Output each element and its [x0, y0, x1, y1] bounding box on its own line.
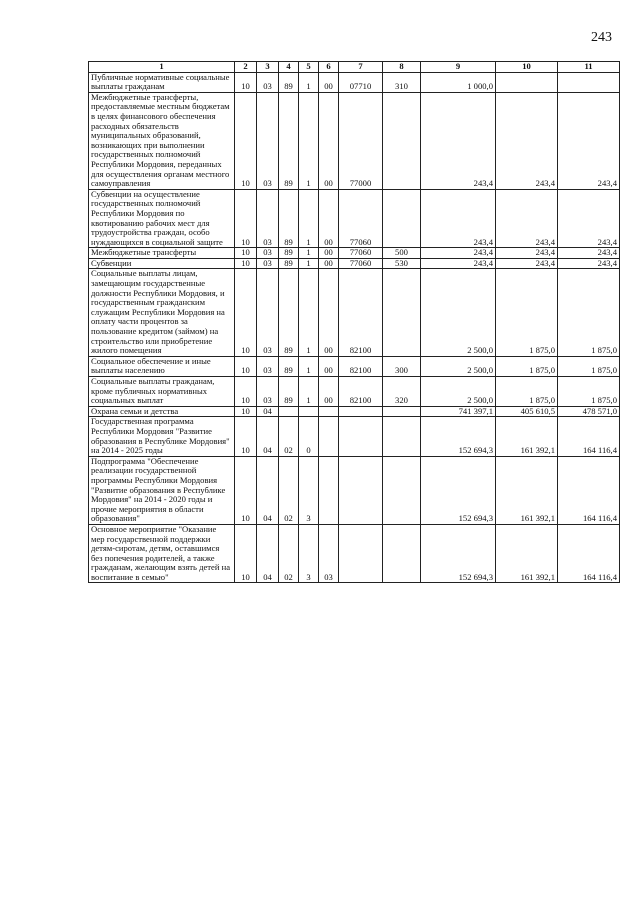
row-cell-col-11: 243,4 [558, 258, 620, 269]
row-name: Публичные нормативные социальные выплаты гражданам [89, 72, 235, 92]
row-cell-col-4: 89 [279, 269, 299, 356]
row-cell-col-9: 152 694,3 [421, 456, 496, 524]
page-number: 243 [591, 30, 612, 45]
row-cell-col-10: 161 392,1 [496, 417, 558, 456]
row-cell-col-3: 03 [257, 92, 279, 189]
row-cell-col-5: 1 [299, 248, 319, 259]
row-cell-col-5: 1 [299, 189, 319, 248]
row-cell-col-4: 89 [279, 92, 299, 189]
row-cell-col-2: 10 [235, 417, 257, 456]
row-cell-col-11: 1 875,0 [558, 269, 620, 356]
row-cell-col-5: 1 [299, 72, 319, 92]
header-cell: 1 [89, 62, 235, 73]
row-cell-col-10: 243,4 [496, 189, 558, 248]
row-cell-col-3: 03 [257, 189, 279, 248]
row-cell-col-3: 03 [257, 258, 279, 269]
row-cell-col-7 [339, 456, 383, 524]
row-name: Субвенции на осуществление государственных полномочий Республики Мордовия по квотированию рабочих мест для трудоустройства граждан, особо нуждающихся в социальной защите [89, 189, 235, 248]
row-cell-col-7: 77060 [339, 189, 383, 248]
row-cell-col-6: 00 [319, 92, 339, 189]
row-cell-col-10: 243,4 [496, 92, 558, 189]
row-cell-col-5: 3 [299, 524, 319, 583]
row-cell-col-3: 03 [257, 356, 279, 376]
row-cell-col-9: 243,4 [421, 92, 496, 189]
row-cell-col-8 [383, 524, 421, 583]
row-cell-col-7: 82100 [339, 269, 383, 356]
row-cell-col-3: 04 [257, 417, 279, 456]
row-cell-col-10: 243,4 [496, 248, 558, 259]
row-cell-col-8: 320 [383, 377, 421, 407]
row-cell-col-3: 04 [257, 406, 279, 417]
row-cell-col-11: 164 116,4 [558, 417, 620, 456]
row-name: Охрана семьи и детства [89, 406, 235, 417]
row-cell-col-2: 10 [235, 72, 257, 92]
row-cell-col-5: 1 [299, 377, 319, 407]
row-cell-col-11: 1 875,0 [558, 377, 620, 407]
row-cell-col-5: 3 [299, 456, 319, 524]
table-row [89, 406, 620, 417]
row-cell-col-2: 10 [235, 92, 257, 189]
row-cell-col-10: 161 392,1 [496, 524, 558, 583]
row-cell-col-11: 478 571,0 [558, 406, 620, 417]
row-cell-col-7: 77060 [339, 248, 383, 259]
row-cell-col-6 [319, 417, 339, 456]
row-name: Социальные выплаты гражданам, кроме публичных нормативных социальных выплат [89, 377, 235, 407]
row-cell-col-4: 89 [279, 189, 299, 248]
row-cell-col-2: 10 [235, 269, 257, 356]
table-row [89, 189, 620, 248]
row-cell-col-9: 1 000,0 [421, 72, 496, 92]
row-cell-col-8: 310 [383, 72, 421, 92]
row-cell-col-9: 243,4 [421, 248, 496, 259]
row-cell-col-4: 89 [279, 258, 299, 269]
row-cell-col-6 [319, 456, 339, 524]
row-cell-col-9: 152 694,3 [421, 524, 496, 583]
table-row [89, 248, 620, 259]
table-row [89, 356, 620, 376]
row-cell-col-10: 405 610,5 [496, 406, 558, 417]
row-cell-col-11 [558, 72, 620, 92]
table-row [89, 92, 620, 189]
table-row [89, 72, 620, 92]
header-cell: 3 [257, 62, 279, 73]
row-cell-col-4: 02 [279, 417, 299, 456]
row-cell-col-7: 82100 [339, 356, 383, 376]
row-cell-col-11: 164 116,4 [558, 524, 620, 583]
row-cell-col-4: 89 [279, 248, 299, 259]
row-cell-col-6: 00 [319, 258, 339, 269]
row-cell-col-2: 10 [235, 258, 257, 269]
row-cell-col-9: 741 397,1 [421, 406, 496, 417]
row-cell-col-3: 03 [257, 248, 279, 259]
header-cell: 7 [339, 62, 383, 73]
row-cell-col-9: 2 500,0 [421, 269, 496, 356]
row-cell-col-8 [383, 189, 421, 248]
row-cell-col-2: 10 [235, 377, 257, 407]
row-cell-col-11: 243,4 [558, 92, 620, 189]
header-cell: 4 [279, 62, 299, 73]
row-name: Основное мероприятие "Оказание мер государственной поддержки детям-сиротам, детям, оставшимся без попечения родителей, а также гражданам, желающим взять детей на воспитание в семью" [89, 524, 235, 583]
row-cell-col-9: 152 694,3 [421, 417, 496, 456]
row-cell-col-8 [383, 417, 421, 456]
header-cell: 6 [319, 62, 339, 73]
header-cell: 2 [235, 62, 257, 73]
header-cell: 10 [496, 62, 558, 73]
row-cell-col-6: 03 [319, 524, 339, 583]
row-cell-col-3: 04 [257, 524, 279, 583]
row-cell-col-6: 00 [319, 269, 339, 356]
row-cell-col-7: 77000 [339, 92, 383, 189]
row-cell-col-11: 1 875,0 [558, 356, 620, 376]
row-cell-col-4: 02 [279, 456, 299, 524]
header-cell: 8 [383, 62, 421, 73]
row-cell-col-6: 00 [319, 72, 339, 92]
row-cell-col-8 [383, 406, 421, 417]
header-cell: 11 [558, 62, 620, 73]
row-cell-col-6: 00 [319, 377, 339, 407]
row-cell-col-2: 10 [235, 356, 257, 376]
row-cell-col-5: 1 [299, 92, 319, 189]
row-cell-col-5: 1 [299, 258, 319, 269]
row-cell-col-6: 00 [319, 189, 339, 248]
row-cell-col-11: 243,4 [558, 189, 620, 248]
row-name: Подпрограмма "Обеспечение реализации государственной программы Республики Мордовия "Развитие образования в Республике Мордовия" на 2014 - 2020 годы и прочие мероприятия в области образования" [89, 456, 235, 524]
table-row [89, 524, 620, 583]
row-cell-col-10 [496, 72, 558, 92]
table-row [89, 377, 620, 407]
row-cell-col-5: 0 [299, 417, 319, 456]
row-cell-col-4: 02 [279, 524, 299, 583]
row-cell-col-8: 300 [383, 356, 421, 376]
row-cell-col-2: 10 [235, 189, 257, 248]
row-cell-col-3: 04 [257, 456, 279, 524]
row-cell-col-10: 1 875,0 [496, 269, 558, 356]
budget-table [88, 61, 620, 583]
row-cell-col-7: 77060 [339, 258, 383, 269]
row-cell-col-8 [383, 269, 421, 356]
row-name: Субвенции [89, 258, 235, 269]
row-cell-col-4: 89 [279, 72, 299, 92]
row-cell-col-2: 10 [235, 524, 257, 583]
row-cell-col-11: 243,4 [558, 248, 620, 259]
row-cell-col-7: 07710 [339, 72, 383, 92]
header-cell: 5 [299, 62, 319, 73]
header-row [89, 62, 620, 73]
row-name: Социальные выплаты лицам, замещающим государственные должности Республики Мордовия, и государственным гражданским служащим Республики Мордовия на оплату части процентов за пользование кредитом (займом) на строительство или приобретение жилого помещения [89, 269, 235, 356]
row-cell-col-11: 164 116,4 [558, 456, 620, 524]
row-cell-col-5 [299, 406, 319, 417]
row-cell-col-4: 89 [279, 356, 299, 376]
row-name: Межбюджетные трансферты [89, 248, 235, 259]
row-cell-col-9: 2 500,0 [421, 356, 496, 376]
row-name: Межбюджетные трансферты, предоставляемые местным бюджетам в целях финансового обеспечения расходных обязательств муниципальных образований, возникающих при выполнении государственных полномочий Республики Мордовия, переданных для осуществления органам местного самоуправления [89, 92, 235, 189]
row-cell-col-9: 243,4 [421, 189, 496, 248]
row-cell-col-2: 10 [235, 248, 257, 259]
row-cell-col-2: 10 [235, 456, 257, 524]
row-cell-col-6 [319, 406, 339, 417]
row-cell-col-10: 161 392,1 [496, 456, 558, 524]
row-cell-col-6: 00 [319, 356, 339, 376]
row-cell-col-10: 243,4 [496, 258, 558, 269]
row-cell-col-10: 1 875,0 [496, 356, 558, 376]
table-row [89, 417, 620, 456]
table-row [89, 258, 620, 269]
row-cell-col-8 [383, 92, 421, 189]
table-row [89, 456, 620, 524]
row-name: Государственная программа Республики Мордовия "Развитие образования в Республике Мордовия" на 2014 - 2025 годы [89, 417, 235, 456]
row-cell-col-3: 03 [257, 377, 279, 407]
table-body [89, 62, 620, 583]
row-cell-col-9: 243,4 [421, 258, 496, 269]
row-cell-col-5: 1 [299, 356, 319, 376]
row-cell-col-7: 82100 [339, 377, 383, 407]
row-cell-col-3: 03 [257, 72, 279, 92]
header-cell: 9 [421, 62, 496, 73]
row-cell-col-9: 2 500,0 [421, 377, 496, 407]
row-cell-col-7 [339, 417, 383, 456]
row-cell-col-8: 530 [383, 258, 421, 269]
row-cell-col-4 [279, 406, 299, 417]
row-cell-col-2: 10 [235, 406, 257, 417]
row-cell-col-3: 03 [257, 269, 279, 356]
row-name: Социальное обеспечение и иные выплаты населению [89, 356, 235, 376]
row-cell-col-6: 00 [319, 248, 339, 259]
table-row [89, 269, 620, 356]
row-cell-col-7 [339, 524, 383, 583]
row-cell-col-4: 89 [279, 377, 299, 407]
row-cell-col-5: 1 [299, 269, 319, 356]
row-cell-col-8: 500 [383, 248, 421, 259]
row-cell-col-8 [383, 456, 421, 524]
row-cell-col-10: 1 875,0 [496, 377, 558, 407]
row-cell-col-7 [339, 406, 383, 417]
